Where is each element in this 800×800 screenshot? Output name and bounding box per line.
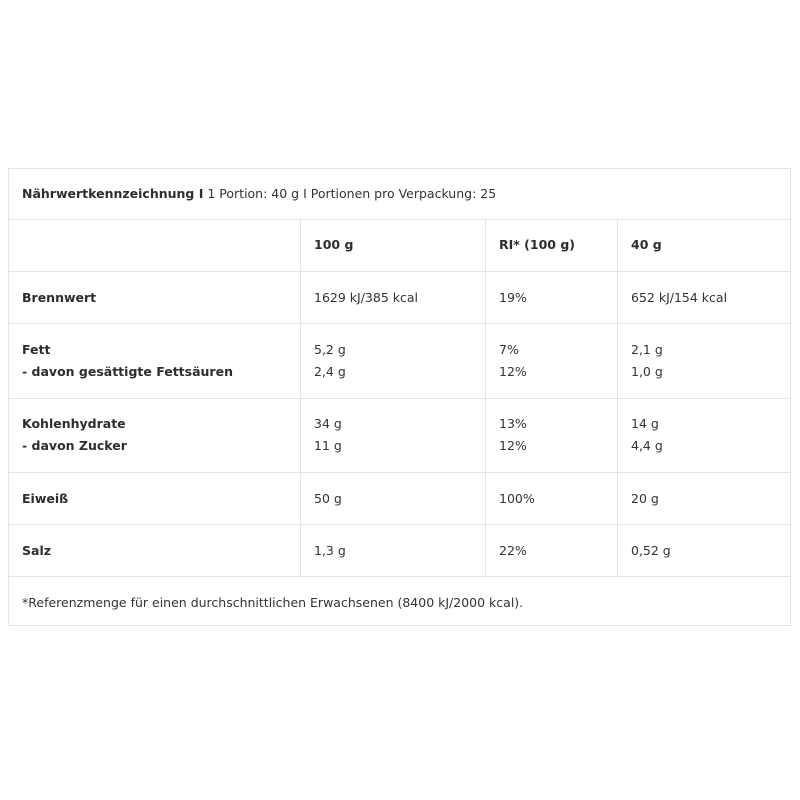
nutrient-cell (9, 525, 300, 577)
ri-cell (485, 324, 617, 399)
per-portion-subvalue: 4,4 g (631, 438, 663, 453)
table-row (9, 271, 790, 324)
nutrient-cell (9, 324, 300, 399)
per100-value: 50 g (314, 491, 342, 506)
per100-value: 1,3 g (314, 543, 346, 558)
nutrient-sublabel: - davon Zucker (22, 438, 127, 453)
per-portion-value: 0,52 g (631, 543, 671, 558)
nutrient-label: Kohlenhydrate (22, 416, 126, 431)
per100-cell (300, 525, 485, 577)
header-40g: 40 g (631, 237, 662, 252)
per-portion-value: 14 g (631, 416, 659, 431)
per-portion-cell (617, 525, 790, 577)
nutrient-cell (9, 399, 300, 473)
table-title (22, 186, 496, 201)
nutrient-sublabel: - davon gesättigte Fettsäuren (22, 364, 233, 379)
table-row (9, 323, 790, 399)
title-row (9, 169, 790, 219)
nutrient-cell (9, 272, 300, 324)
header-cell-100g (300, 220, 485, 272)
per-portion-value: 652 kJ/154 kcal (631, 290, 728, 305)
ri-cell (485, 473, 617, 525)
per-portion-cell (617, 399, 790, 473)
per100-value: 5,2 g (314, 342, 346, 357)
header-100g: 100 g (314, 237, 354, 252)
footnote-row (9, 576, 790, 627)
per100-cell (300, 324, 485, 399)
ri-value: 7% (499, 342, 519, 357)
per-portion-cell (617, 473, 790, 525)
per100-value: 1629 kJ/385 kcal (314, 290, 418, 305)
per100-subvalue: 2,4 g (314, 364, 346, 379)
ri-value: 100% (499, 491, 535, 506)
footnote-text: *Referenzmenge für einen durchschnittlichen Erwachsenen (8400 kJ/2000 kcal). (22, 595, 524, 610)
nutrient-label: Brennwert (22, 290, 97, 305)
ri-cell (485, 399, 617, 473)
table-row (9, 524, 790, 577)
header-cell-ri (485, 220, 617, 272)
per-portion-value: 2,1 g (631, 342, 663, 357)
per-portion-value: 20 g (631, 491, 659, 506)
ri-cell (485, 525, 617, 577)
ri-value: 22% (499, 543, 527, 558)
table-title-label: Nährwertkennzeichnung I (22, 186, 204, 201)
ri-subvalue: 12% (499, 438, 527, 453)
per100-cell (300, 473, 485, 525)
header-row (9, 219, 790, 272)
table-row (9, 398, 790, 473)
nutrition-table (8, 168, 791, 626)
table-row (9, 472, 790, 525)
nutrient-cell (9, 473, 300, 525)
ri-value: 19% (499, 290, 527, 305)
nutrient-label: Eiweiß (22, 491, 69, 506)
table-title-details: 1 Portion: 40 g I Portionen pro Verpackung: 25 (207, 186, 497, 201)
ri-subvalue: 12% (499, 364, 527, 379)
ri-cell (485, 272, 617, 324)
header-cell-empty (9, 220, 300, 272)
header-cell-40g (617, 220, 790, 272)
per100-subvalue: 11 g (314, 438, 342, 453)
per100-cell (300, 272, 485, 324)
nutrient-label: Fett (22, 342, 51, 357)
per-portion-subvalue: 1,0 g (631, 364, 663, 379)
per100-cell (300, 399, 485, 473)
nutrient-label: Salz (22, 543, 51, 558)
per-portion-cell (617, 324, 790, 399)
per-portion-cell (617, 272, 790, 324)
header-ri: RI* (100 g) (499, 237, 575, 252)
ri-value: 13% (499, 416, 527, 431)
per100-value: 34 g (314, 416, 342, 431)
